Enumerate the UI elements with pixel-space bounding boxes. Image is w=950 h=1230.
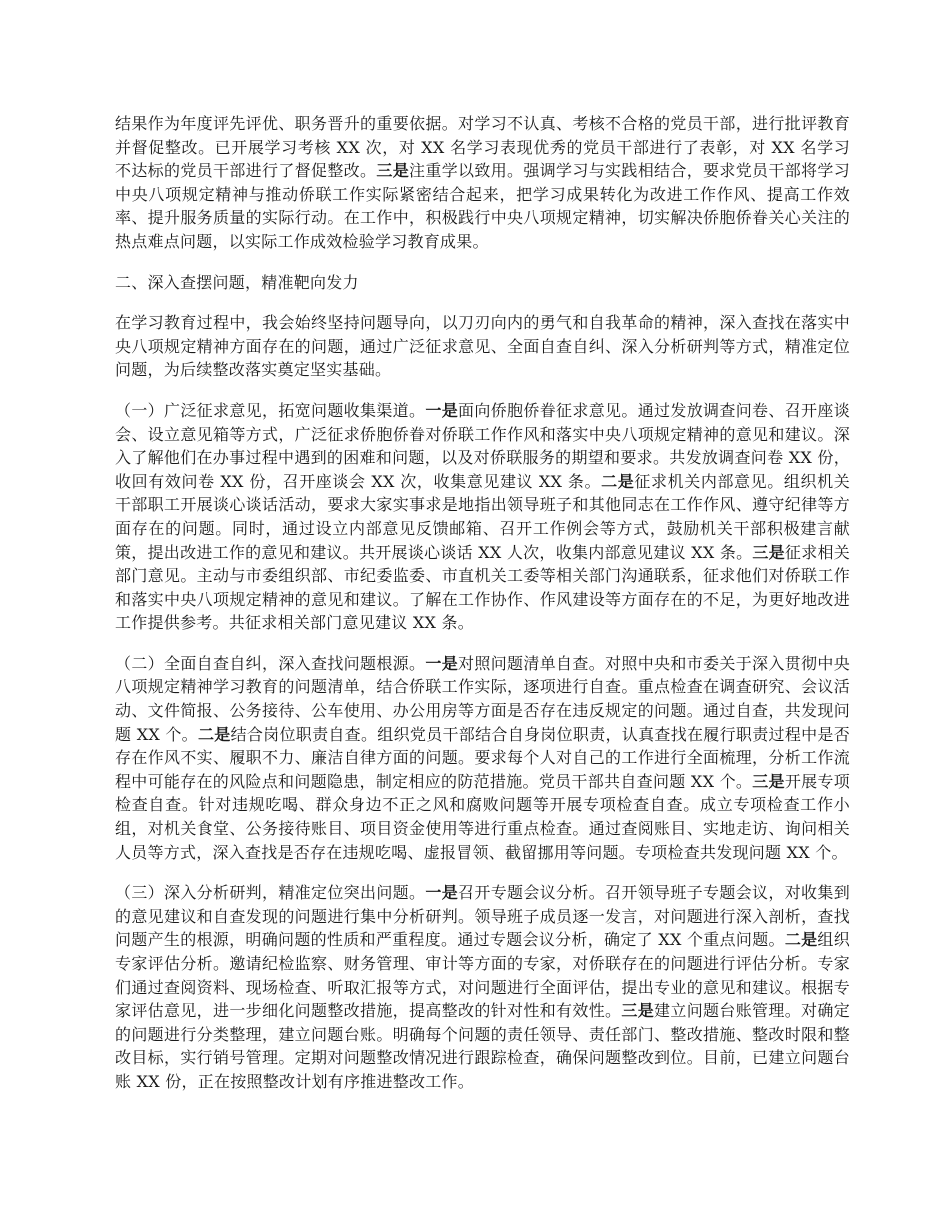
text: 结果作为年度评先评优、职务晋升的重要依据。对学习不认真、考核不合格的党员干部，进行批评教育并督促整改。已开展学习考核 XX 次，对 XX 名学习表现优秀的党员干部进行了表彰，对 XX 名学习不达标的党员干部进行了督促整改。 (115, 114, 850, 181)
emphasis-third: 三是 (752, 771, 785, 791)
emphasis-third: 三是 (376, 161, 410, 181)
text: 组织专家评估分析。邀请纪检监察、财务管理、审计等方面的专家，对侨联存在的问题进行评估分析。专家们通过查阅资料、现场检查、听取汇报等方式，对问题进行全面评估，提出专业的意见和建议。根据专家评估意见，进一步细化问题整改措施，提高整改的针对性和有效性。 (115, 930, 850, 1021)
paragraph-analysis (115, 881, 850, 1093)
text: （一）广泛征求意见，拓宽问题收集渠道。 (115, 400, 426, 420)
text: 结合岗位职责自查。组织党员干部结合自身岗位职责，认真查找在履行职责过程中是否存在作风不实、履职不力、廉洁自律方面的问题。要求每个人对自己的工作进行全面梳理，分析工作流程中可能存在的风险点和问题隐患，制定相应的防范措施。党员干部共自查问题 XX 个。 (115, 724, 850, 791)
text: 建立问题台账管理。对确定的问题进行分类整理，建立问题台账。明确每个问题的责任领导、责任部门、整改措施、整改时限和整改目标，实行销号管理。定期对问题整改情况进行跟踪检查，确保问题整改到位。目前，已建立问题台账 XX 份，正在按照整改计划有序推进整改工作。 (115, 1001, 850, 1091)
emphasis-first: 一是 (425, 653, 459, 673)
text: （三）深入分析研判，精准定位突出问题。 (115, 883, 426, 903)
text: 注重学以致用。强调学习与实践相结合，要求党员干部将学习中央八项规定精神与推动侨联工作实际紧密结合起来，把学习成果转化为改进工作作风、提高工作效率、提升服务质量的实际行动。在工作中，积极践行中央八项规定精神，切实解决侨胞侨眷关心关注的热点难点问题，以实际工作成效检验学习教育成果。 (115, 161, 850, 251)
emphasis-second: 二是 (784, 930, 818, 950)
emphasis-second: 二是 (601, 471, 635, 491)
emphasis-first: 一是 (425, 883, 459, 903)
emphasis-second: 二是 (197, 724, 231, 744)
section-heading-2: 二、深入查摆问题，精准靶向发力 (115, 272, 359, 292)
text: 对照问题清单自查。对照中央和市委关于深入贯彻中央八项规定精神学习教育的问题清单，结合侨联工作实际，逐项进行自查。重点检查在调查研究、会议活动、文件简报、公务接待、公车使用、办公用房等方面是否存在违反规定的问题。通过自查，共发现问题 XX 个。 (115, 653, 850, 744)
paragraph-self-inspection (115, 652, 850, 864)
text: 召开专题会议分析。召开领导班子专题会议，对收集到的意见建议和自查发现的问题进行集中分析研判。领导班子成员逐一发言，对问题进行深入剖析，查找问题产生的根源，明确问题的性质和严重程度。通过专题会议分析，确定了 XX 个重点问题。 (115, 883, 850, 950)
paragraph-study-results (115, 112, 850, 254)
paragraph-problem-orientation: 在学习教育过程中，我会始终坚持问题导向，以刀刃向内的勇气和自我革命的精神，深入查找在落实中央八项规定精神方面存在的问题，通过广泛征求意见、全面自查自纠、深入分析研判等方式，精准定位问题，为后续整改落实奠定坚实基础。 (115, 313, 850, 380)
emphasis-first: 一是 (425, 400, 459, 420)
text: 开展专项检查自查。针对违规吃喝、群众身边不正之风和腐败问题等开展专项检查自查。成立专项检查工作小组，对机关食堂、公务接待账目、项目资金使用等进行重点检查。通过查阅账目、实地走访、询问相关人员等方式，深入查找是否存在违规吃喝、虚报冒领、截留挪用等问题。专项检查共发现问题 XX 个。 (115, 771, 850, 862)
text: （二）全面自查自纠，深入查找问题根源。 (115, 653, 426, 673)
paragraph-solicit-opinions (115, 399, 850, 635)
emphasis-third: 三是 (621, 1001, 655, 1021)
text: 征求机关内部意见。组织机关干部职工开展谈心谈话活动，要求大家实事求是地指出领导班子和其他同志在工作作风、遵守纪律等方面存在的问题。同时，通过设立内部意见反馈邮箱、召开工作例会等方式，鼓励机关干部积极建言献策，提出改进工作的意见和建议。共开展谈心谈话 XX 人次，收集内部意见建议 XX 条。 (115, 471, 850, 562)
text: 面向侨胞侨眷征求意见。通过发放调查问卷、召开座谈会、设立意见箱等方式，广泛征求侨胞侨眷对侨联工作作风和落实中央八项规定精神的意见和建议。深入了解他们在办事过程中遇到的困难和问题，以及对侨联服务的期望和要求。共发放调查问卷 XX 份，收回有效问卷 XX 份，召开座谈会 XX 次，收集意见建议 XX 条。 (115, 400, 850, 491)
text: 征求相关部门意见。主动与市委组织部、市纪委监委、市直机关工委等相关部门沟通联系，征求他们对侨联工作和落实中央八项规定精神的意见和建议。了解在工作协作、作风建设等方面存在的不足，为更好地改进工作提供参考。共征求相关部门意见建议 XX 条。 (115, 542, 850, 633)
emphasis-third: 三是 (752, 542, 785, 562)
document-body (115, 112, 850, 1111)
